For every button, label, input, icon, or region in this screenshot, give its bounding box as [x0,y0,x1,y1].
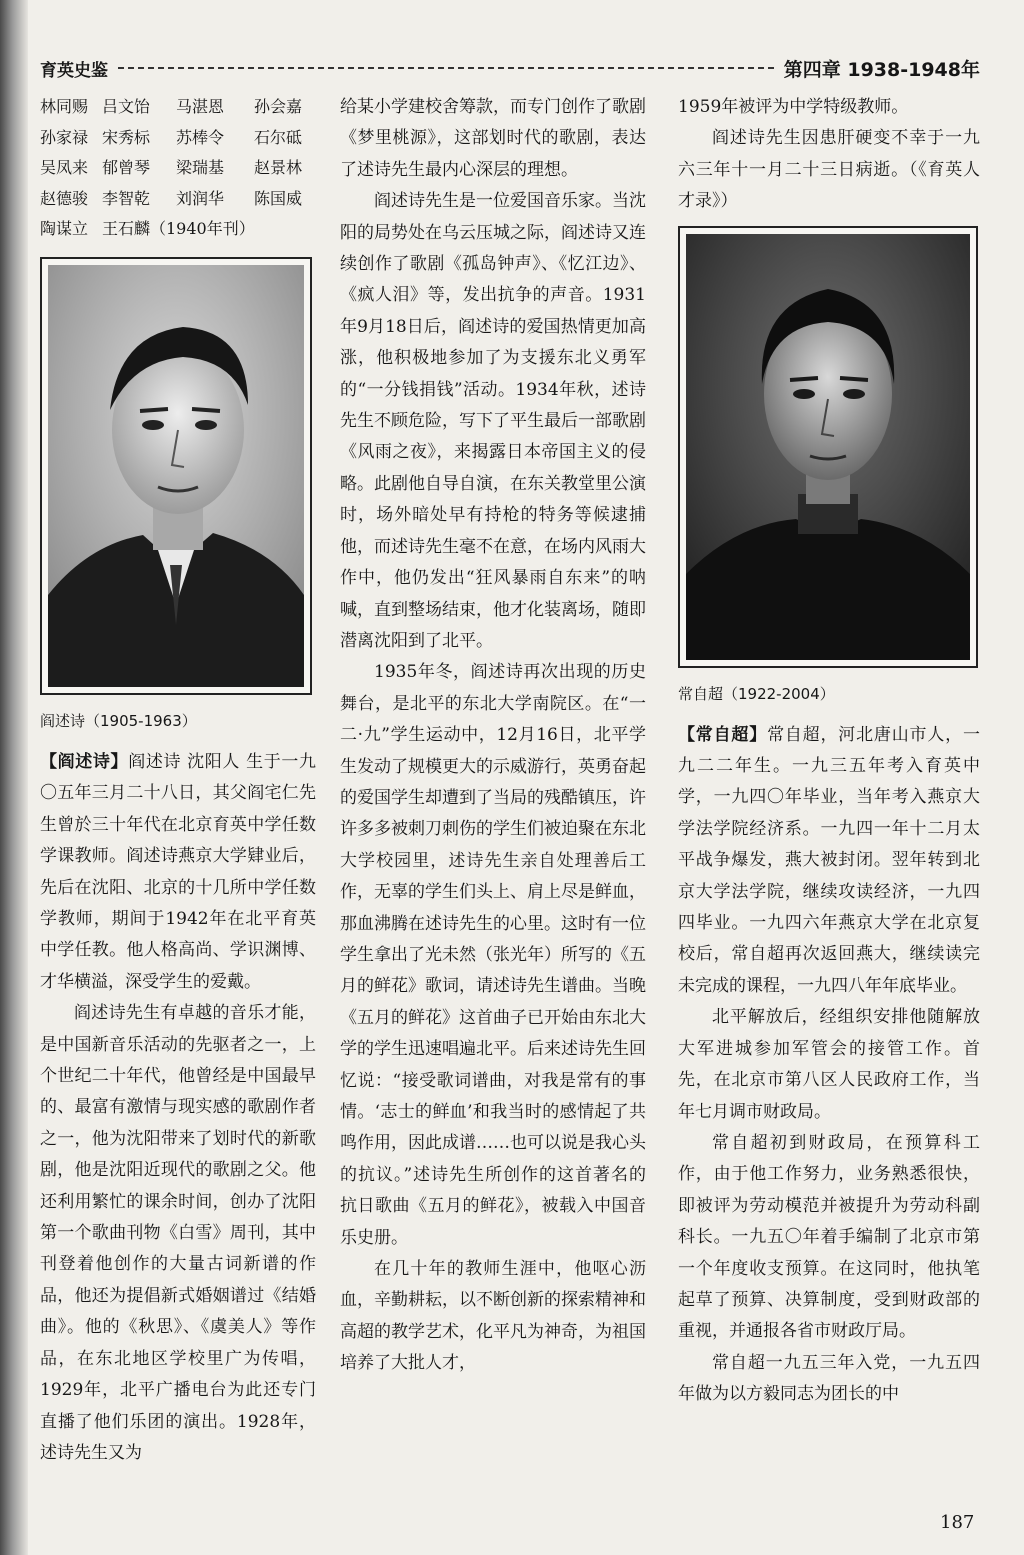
photo-caption-chang-zichao: 常自超（1922-2004） [678,684,835,703]
paragraph: 给某小学建校舍筹款，而专门创作了歌剧《梦里桃源》，这部划时代的歌剧，表达了述诗先生最内心深层的理想。 [340,97,646,180]
portrait-image [686,234,970,660]
name-item: 梁瑞基 [176,158,225,178]
header-dashed-rule [118,67,774,69]
book-title: 育英史鉴 [40,60,108,81]
chapter-title: 第四章 1938-1948年 [783,58,980,81]
page-number: 187 [940,1512,975,1533]
name-item: 孙家禄 [40,127,89,147]
portrait-image [48,265,304,687]
paragraph: 1935年冬，阎述诗再次出现的历史舞台，是北平的东北大学南院区。在“一二·九”学生运动中，12月16日，北平学生发动了规模更大的示威游行，英勇奋起的爱国学生却遭到了当局的残酷镇压，许许多多被刺刀刺伤的学生们被迫聚在东北大学校园里，述诗先生亲自处理善后工作，无辜的学生们头上、肩上尽是鲜血，那血沸腾在述诗先生的心里。这时有一位学生拿出了光未然（张光年）所写的《五月的鲜花》歌词，请述诗先生谱曲。当晚《五月的鲜花》这首曲子已开始由东北大学的学生迅速唱遍北平。后来述诗先生回忆说：“接受歌词谱曲，对我是常有的事情。‘志士的鲜血’和我当时的感情起了共鸣作用，因此成谱……也可以说是我心头的抗议。”述诗先生所创作的这首著名的抗日歌曲《五月的鲜花》，被载入中国音乐史册。 [340,662,646,1248]
bio-heading-chang-zichao: 【常自超】 [678,724,768,745]
paragraph: 常自超初到财政局，在预算科工作，由于他工作努力，业务熟悉很快，即被评为劳动模范并被提升为劳动科副科长。一九五〇年着手编制了北京市第一个年度收支预算。在这同时，他执笔起草了预算、决算制度，受到财政部的重视，并通报各省市财政厅局。 [678,1132,980,1342]
column-2 [340,92,646,1380]
name-item: 李智乾 [102,188,151,208]
book-spine-shadow [0,0,28,1555]
paragraph: 北平解放后，经组织安排他随解放大军进城参加军管会的接管工作。首先，在北京市第八区人民政府工作，当年七月调市财政局。 [678,1007,980,1122]
name-item: 孙会嘉 [254,97,303,116]
name-item: 苏棒令 [176,127,225,147]
name-item: 吕文饴 [102,97,151,116]
paragraph: 常自超一九五三年入党，一九五四年做为以方毅同志为团长的中 [678,1352,980,1405]
name-item: 林同赐 [40,97,89,116]
bio-heading-yan-shushi: 【阎述诗】 [40,751,129,772]
name-item: 陶谋立 [40,219,89,239]
name-item: 郁曾琴 [102,158,151,178]
name-item: 王石麟（1940年刊） [102,219,255,239]
paragraph: 在几十年的教师生涯中，他呕心沥血，辛勤耕耘，以不断创新的探索精神和高超的教学艺术，化平凡为神奇，为祖国培养了大批人才， [340,1259,646,1374]
paragraph: 阎述诗先生因患肝硬变不幸于一九六三年十一月二十三日病逝。（《育英人才录》） [678,128,980,212]
column-1 [40,92,316,1469]
photo-caption-yan-shushi: 阎述诗（1905-1963） [40,711,197,730]
bio-intro-text: 常自超，河北唐山市人，一九二二年生。一九三五年考入育英中学，一九四〇年毕业，当年考入燕京大学法学院经济系。一九四一年十二月太平战争爆发，燕大被封闭。翌年转到北京大学法学院，继续攻读经济，一九四四毕业。一九四六年燕京大学在北京复校后，常自超再次返回燕大，继续读完未完成的课程，一九四八年年底毕业。 [678,724,980,996]
name-item: 宋秀标 [102,127,151,147]
name-item: 石尔砥 [254,127,303,147]
name-list [40,92,316,245]
name-item: 赵德骏 [40,188,89,208]
paragraph: 阎述诗先生有卓越的音乐才能，是中国新音乐活动的先驱者之一，上个世纪二十年代，他曾经是中国最早的、最富有激情与现实感的歌剧作者之一，他为沈阳带来了划时代的新歌剧，他是沈阳近现代的歌剧之父。他还利用繁忙的课余时间，创办了沈阳第一个歌曲刊物《白雪》周刊，其中刊登着他创作的大量古词新谱的作品，他还为提倡新式婚姻谱过《结婚曲》。他的《秋思》、《虞美人》等作品，在东北地区学校里广为传唱，1929年，北平广播电台为此还专门直播了他们乐团的演出。1928年，述诗先生又为 [40,1003,316,1463]
column-3 [678,92,980,1411]
name-item: 赵景林 [254,158,303,178]
name-item: 陈国威 [254,188,303,208]
portrait-photo-chang-zichao [678,226,978,668]
name-item: 吴凤来 [40,158,89,178]
bio-intro-text: 阎述诗 沈阳人 生于一九〇五年三月二十八日，其父阎宅仁先生曾於三十年代在北京育英中学任数学课教师。阎述诗燕京大学肄业后，先后在沈阳、北京的十几所中学任数学教师，期间于1942年在北平育英中学任教。他人格高尚、学识渊博、才华横溢，深受学生的爱戴。 [40,751,316,992]
paragraph: 阎述诗先生是一位爱国音乐家。当沈阳的局势处在乌云压城之际，阎述诗又连续创作了歌剧《孤岛钟声》、《忆江边》、《疯人泪》等，发出抗争的声音。1931年9月18日后，阎述诗的爱国热情更加高涨，他积极地参加了为支援东北义勇军的“一分钱捐钱”活动。1934年秋，述诗先生不顾危险，写下了平生最后一部歌剧《风雨之夜》，来揭露日本帝国主义的侵略。此剧他自导自演，在东关教堂里公演时，场外暗处早有持枪的特务等候逮捕他，而述诗先生毫不在意，在场内风雨大作中，他仍发出“狂风暴雨自东来”的呐喊，直到整场结束，他才化装离场，随即潜离沈阳到了北平。 [340,191,646,651]
name-item: 马湛恩 [176,97,225,116]
page-header [40,52,980,84]
portrait-photo-yan-shushi [40,257,312,695]
paragraph: 1959年被评为中学特级教师。 [678,97,909,117]
name-item: 刘润华 [176,188,225,208]
